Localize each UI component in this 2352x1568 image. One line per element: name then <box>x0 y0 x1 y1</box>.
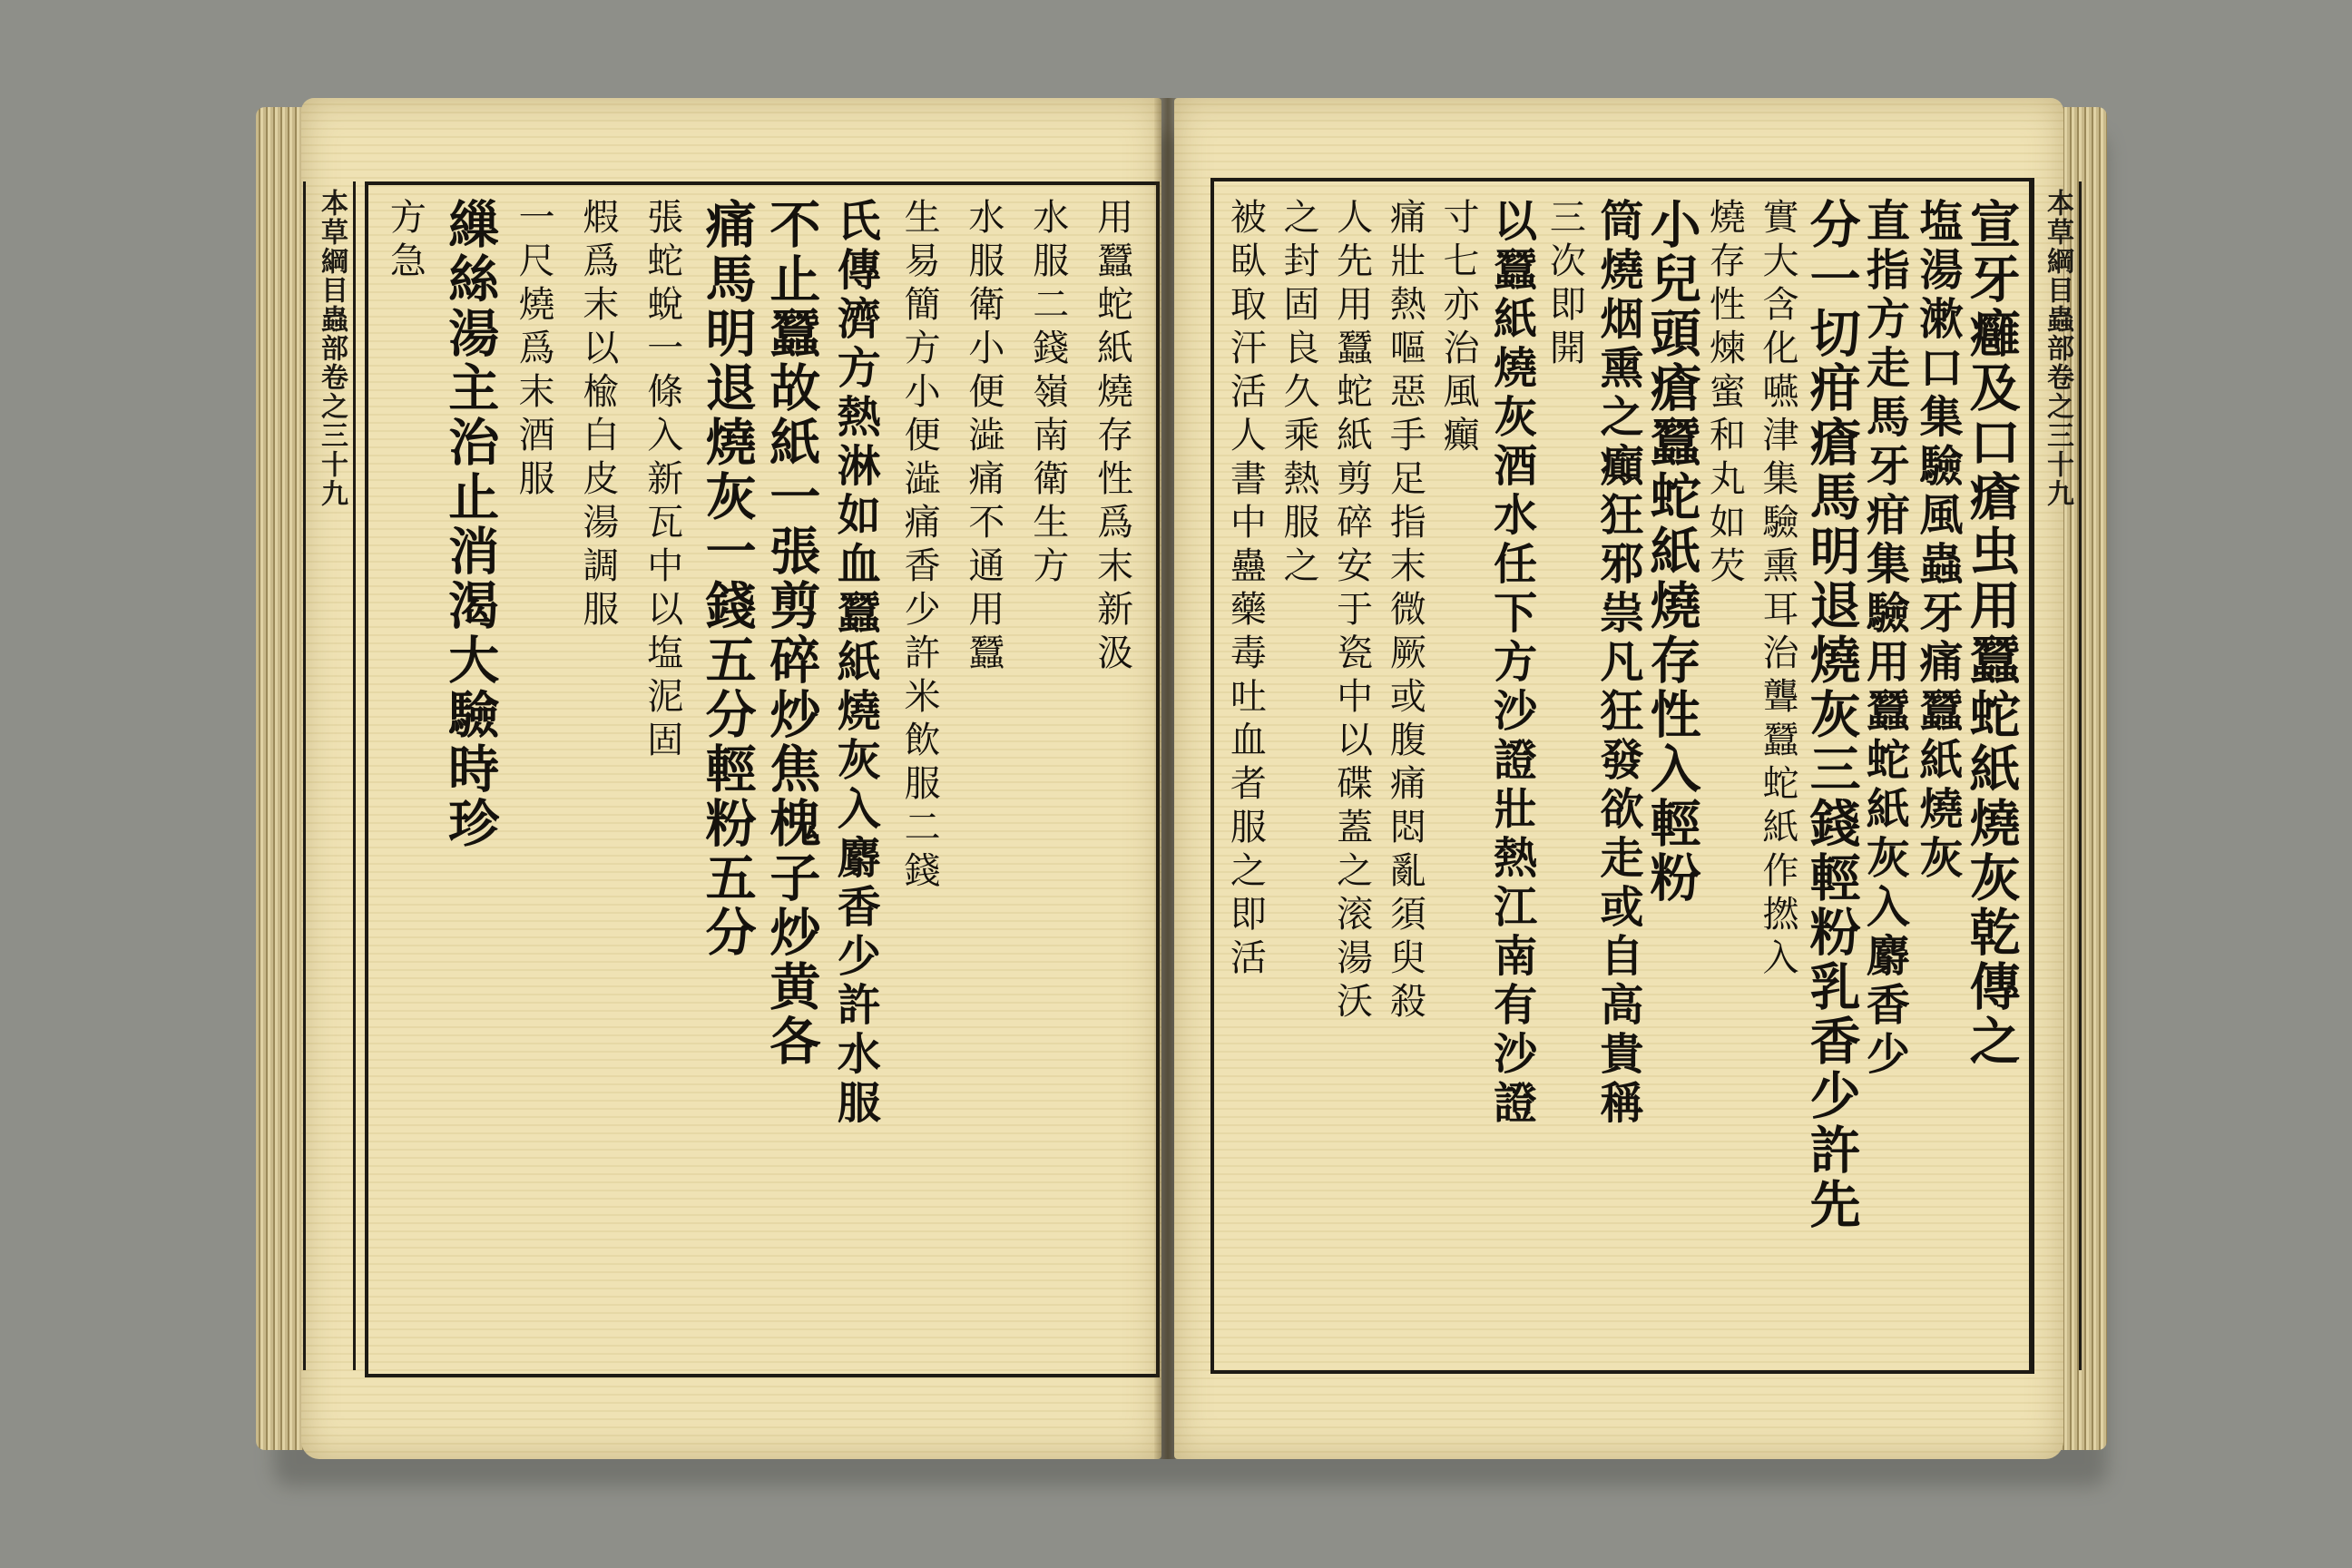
text-column: 用蠶蛇紙燒存性爲末新汲 <box>1091 198 1133 677</box>
right-page-margin <box>2029 181 2082 1370</box>
text-column: 宣牙癰及口瘡虫用蠶蛇紙燒灰乾傳之 <box>1961 198 2021 1069</box>
text-column: 小兒頭瘡蠶蛇紙燒存性入輕粉 <box>1642 198 1701 906</box>
text-column: 之封固良久乘熱服之 <box>1278 198 1319 590</box>
right-page <box>1174 98 2073 1459</box>
text-column: 筒燒烟熏之癲狂邪祟凡狂發欲走或自高貴稱 <box>1592 198 1643 1129</box>
text-column: 一尺燒爲末酒服 <box>513 198 555 503</box>
text-column: 以蠶紙燒灰酒水任下方沙證壯熱江南有沙證 <box>1485 198 1537 1129</box>
left-page-margin <box>303 181 356 1370</box>
text-column: 氏傳濟方熱淋如血蠶紙燒灰入麝香少許水服 <box>829 198 881 1129</box>
text-column: 痛馬明退燒灰一錢五分輕粉五分 <box>697 198 757 960</box>
text-column: 實大含化嚥津集驗熏耳治聾蠶蛇紙作撚入 <box>1757 198 1798 982</box>
text-column: 繅絲湯主治止消渴大驗時珍 <box>440 198 500 851</box>
text-column: 寸七亦治風癲 <box>1437 198 1479 459</box>
text-column: 人先用蠶蛇紙剪碎安于瓷中以碟蓋之滚湯沃 <box>1330 198 1373 1025</box>
text-column: 張蛇蛻一條入新瓦中以塩泥固 <box>641 198 683 764</box>
text-column: 塩湯漱口集驗風蟲牙痛蠶紙燒灰 <box>1912 198 1963 884</box>
text-column: 被臥取汗活人書中蠱藥毒吐血者服之即活 <box>1224 198 1267 982</box>
text-column: 痛壯熱嘔惡手足指末微厥或腹痛悶亂須臾殺 <box>1384 198 1426 1025</box>
text-column: 生易簡方小便澁痛香少許米飲服二錢 <box>898 198 941 895</box>
text-column: 分一切疳瘡馬明退燒灰三錢輕粉乳香少許先 <box>1801 198 1861 1232</box>
text-column: 方急 <box>384 198 426 285</box>
text-column: 燒存性煉蜜和丸如芡 <box>1703 198 1746 590</box>
left-page <box>301 98 1161 1459</box>
right-margin-title: 本草綱目蟲部卷之三十九 <box>2042 189 2073 508</box>
text-column: 煆爲末以楡白皮湯調服 <box>576 198 619 633</box>
open-book <box>256 98 2107 1470</box>
text-column: 水服二錢嶺南衛生方 <box>1026 198 1069 590</box>
text-column: 三次即開 <box>1544 198 1586 372</box>
left-margin-title: 本草綱目蟲部卷之三十九 <box>316 189 348 508</box>
text-column: 直指方走馬牙疳集驗用蠶蛇紙灰入麝香少 <box>1858 198 1910 1080</box>
text-column: 水服衛小便澁痛不通用蠶 <box>962 198 1004 677</box>
text-column: 不止蠶故紙一張剪碎炒焦槐子炒黄各 <box>761 198 821 1069</box>
